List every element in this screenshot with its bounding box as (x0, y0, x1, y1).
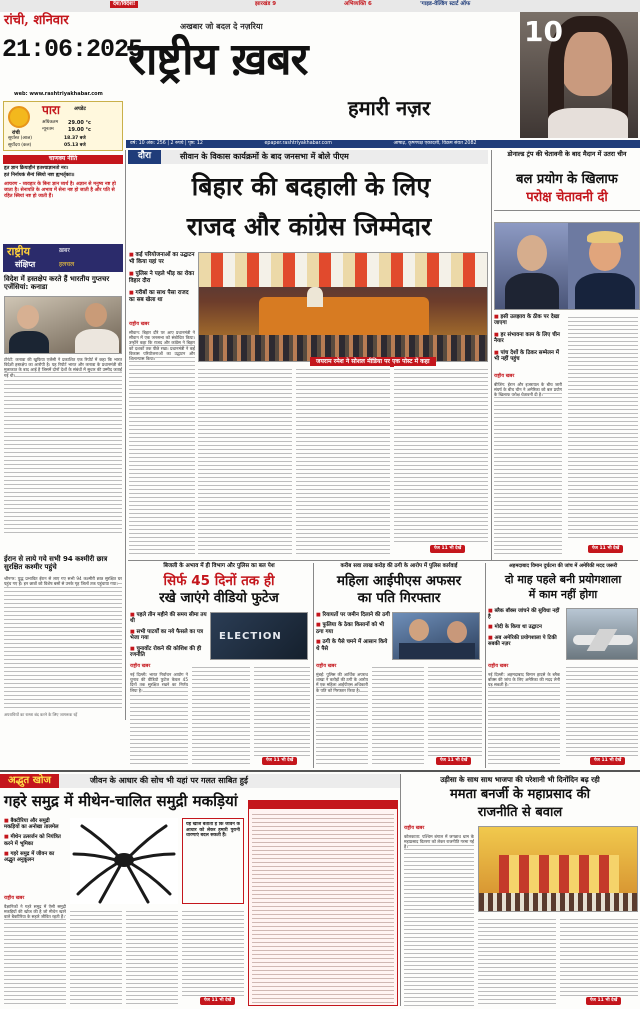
story-divider-a (313, 563, 314, 768)
speaker-figure (307, 287, 323, 307)
person-face-2 (85, 303, 107, 327)
story3-text-col-2 (372, 664, 424, 764)
adbhut-more-link[interactable]: पेज 11 भी देखें (200, 997, 235, 1005)
min-label: न्यूनतम (42, 127, 54, 132)
story3-text-content: मुंबई: पुलिस की आर्थिक अपराध शाखा ने करोड़ों की ठगी के आरोप में एक महिला आईपीएस अधिकारी के पति को गिरफ्तार किया है। (316, 672, 368, 693)
right-more-link[interactable]: पेज 11 भी देखें (588, 545, 623, 553)
weather-label: पारा (42, 103, 60, 117)
mamata-text-col-1 (404, 834, 474, 1006)
weather-city: रांची (12, 130, 20, 136)
issue-date: 21:06:2025 (2, 35, 143, 64)
story4-more-link[interactable]: पेज 11 भी देखें (590, 757, 625, 765)
lead-text-col-4 (394, 366, 488, 542)
ad-strip-item-1: देश/विदेश! (110, 1, 138, 8)
story3-bullet-2: ■ फुलिया के ठेका किसानों को भी ठगा गया (316, 622, 390, 635)
adbhut-bullet-1: ■ बैक्टीरिया और समुद्री मकड़ियों का अनोखा तालमेल (4, 818, 66, 830)
story3-bullets (316, 612, 390, 652)
lead-text-col-1 (129, 330, 195, 554)
adbhut-sidebar (248, 800, 398, 1006)
adbhut-reporter: राष्ट्रीय खबर (4, 896, 25, 901)
procession-chariots (499, 855, 619, 895)
adbhut-headline: गहरे समुद्र में मीथेन-चालित समुद्री मकड़ियां (4, 792, 238, 810)
story2-headline-1: सिर्फ 45 दिनों तक ही (163, 573, 275, 589)
lead-bullet-2: ■ पुलिस ने पहले भीड़ का रोका विहार दौरा (129, 271, 195, 284)
tagline: अखबार जो बदल दे नज़रिया (180, 22, 263, 31)
adbhut-strip (0, 774, 400, 788)
story2-bullet-3: ■ चुनावोंट रोकने की कोशिश की ही रणनीति (130, 646, 208, 659)
weather-update: अपडेट (74, 106, 86, 112)
election-photo-label: ELECTION (219, 631, 282, 642)
max-label: अधिकतम (42, 120, 59, 125)
ad-strip-item-2: झारखंड 9 (255, 1, 277, 7)
weather-box (3, 101, 123, 151)
brief2-text-content: श्रीनगर: युद्ध प्रभावित ईरान से लाए गए सभी 94 कश्मीरी छात्र सुरक्षित घर पहुंच गए हैं। इन छात्रों को विशेष बसों से उनके गृह जिलों तक पहुंचाया गया। (4, 576, 122, 587)
thought-box (4, 166, 122, 200)
brief2-headline: ईरान से लाये गये सभी 94 कश्मीरी छात्र सुरक्षित कश्मीर पहुंचे (4, 555, 108, 571)
story2-headline-2: रखे जाएंगे वीडियो फुटेज (159, 590, 279, 606)
story2-bullets (130, 612, 208, 658)
right-headline-1: बल प्रयोग के खिलाफ (516, 172, 618, 187)
story4-kicker: अहमदाबाद विमान दुर्घटना की जांच में अमेरिकी मदद जरूरी (508, 563, 618, 569)
adbhut-text-col-3 (126, 908, 178, 1004)
brief1-headline: विदेश में हस्तक्षेप करते हैं भारतीय गुप्तचर एजेंसियां: कनाडा (4, 275, 110, 291)
ad-note: अपराधियों का रास्ता बंद करने के लिए जागरूक रहें (4, 712, 78, 717)
adbhut-sidebar-lines (252, 811, 394, 1003)
adbhut-tag: अद्भुत खोज (0, 774, 59, 788)
newspaper-title: राष्ट्रीय ख़बर (128, 34, 308, 85)
story4-reporter: राष्ट्रीय खबर (488, 664, 509, 669)
thought-title: चाणक्य नीति (3, 155, 123, 164)
lead-photo (198, 252, 488, 362)
face-xi (517, 235, 547, 271)
story2-bullet-1: ■ पहले तीन महीने की समय सीमा तय थी (130, 612, 208, 625)
max-temp: 29.00 °c (68, 120, 92, 126)
mamata-reporter: राष्ट्रीय खबर (404, 826, 425, 831)
lead-headline-1: बिहार की बदहाली के लिए (191, 172, 431, 201)
story3-bullet-1: ■ रियायतों पर जमीन दिलाने की ठगी (316, 612, 390, 618)
row-divider (128, 560, 638, 561)
right-photo (494, 222, 640, 310)
story2-more-link[interactable]: पेज 11 भी देखें (262, 757, 297, 765)
bottom-column-divider (400, 774, 401, 1006)
person-face-1 (17, 305, 39, 329)
sunrise-label: सूर्योदय (कल) (8, 143, 32, 148)
right-bullets (494, 314, 562, 362)
suit-2 (75, 329, 119, 354)
story2-text-col-2 (192, 664, 250, 764)
rashtriya-header (3, 244, 123, 272)
stage-banner (199, 253, 488, 287)
thought-meaning: आचरण - व्यवहार के बिना ज्ञान व्यर्थ है। अज्ञान से मनुष्य नष्ट हो जाता है। सेनापति के अभाव में सेना नष्ट हो जाती है और पति से रहित स्त्रियां नष्ट हो जाती हैं। (4, 181, 116, 199)
right-headline-2: परोक्ष चेतावनी दी (494, 190, 640, 211)
story4-bullet-1: ■ ब्लैक बॉक्स जांचने की सुविधा नहीं है (488, 608, 562, 620)
lead-caption: जयराम रमेश ने सोशल मीडिया पर एक पोस्ट में कहा (310, 357, 436, 367)
face-3b (447, 621, 467, 643)
top-ad-strip (0, 0, 640, 12)
min-temp: 19.00 °c (68, 127, 92, 133)
brief2-text (4, 576, 122, 710)
story4-photo (566, 608, 638, 660)
lead-text-content: सीवान: बिहार दौरे पर आए प्रधानमंत्री ने सीवान में एक जनसभा को संबोधित किया। उन्होंने कहा कि राजद और कांग्रेस ने बिहार को दशकों तक पीछे रखा। प्रधानमंत्री ने कई विकास परियोजनाओं का उद्घाटन और शिलान्यास किया। (129, 330, 195, 362)
adbhut-text-content: वैज्ञानिकों ने गहरे समुद्र में ऐसी समुद्री मकड़ियों की खोज की है जो मीथेन खाने वाले बैक्टीरिया के सहारे जीवित रहती हैं। (4, 904, 66, 920)
procession-crowd (479, 893, 638, 912)
right-text-col-1 (494, 382, 562, 554)
story3-reporter: राष्ट्रीय खबर (316, 664, 337, 669)
rashtriya-label: राष्ट्रीय (7, 245, 31, 258)
right-text-col-2 (568, 314, 638, 540)
lead-more-link[interactable]: पेज 11 भी देखें (430, 545, 465, 553)
lead-reporter: राष्ट्रीय खबर (129, 322, 150, 327)
city-day: रांची, शनिवार (4, 13, 69, 28)
right-text-content: बीजिंग: ईरान और इजरायल के बीच जारी संघर्ष के बीच चीन ने अमेरिका को बल प्रयोग के खिलाफ परोक्ष चेतावनी दी है। (494, 382, 562, 398)
sunset-time: 18.37 बजे (64, 136, 86, 141)
right-strip: डोनाल्ड ट्रंप की चेतावनी के बाद मैदान में उतरा चीन (507, 150, 627, 158)
right-bullet-1: ■ इसी उलझाव के ठीक पर देखा जाएगा (494, 314, 562, 327)
rashtriya-sub-2: हलचल (59, 261, 75, 268)
lead-bullets (129, 252, 195, 303)
lead-strip (128, 150, 488, 164)
adbhut-strip-text: जीवन के आधार की सोच भी यहां पर गलत साबित हुई (90, 776, 248, 785)
rashtriya-label-2: ख़बर (59, 247, 70, 254)
right-reporter: राष्ट्रीय खबर (494, 374, 515, 379)
thought-line-2: हतं निर्नायकं सैन्यं स्त्रियो नष्टा ह्यभर्तृकाः॥ (4, 172, 75, 178)
newspaper-subtitle: हमारी नज़र (348, 96, 431, 120)
mamata-headline-1: ममता बनर्जी के महाप्रसाद की (450, 787, 590, 802)
sunrise-time: 05.13 बजे (64, 143, 86, 148)
adbhut-text-col-1 (4, 904, 66, 1004)
story3-bullet-3: ■ ठगी के पैसे चमने में आसान किये थे पैसे (316, 639, 390, 652)
adbhut-box (182, 818, 244, 904)
info-bar (126, 140, 640, 148)
story4-text-col-1 (488, 672, 560, 764)
story4-bullet-2: ■ मोदी के किया था उद्घाटन (488, 624, 562, 630)
adbhut-bullets (4, 818, 66, 863)
story3-kicker: करीब सवा लाख करोड़ की ठगी के आरोप में पुलिस कार्रवाई (340, 563, 458, 569)
right-bullet-2: ■ हर संभावना काम के लिए चीन नैयार (494, 332, 562, 345)
story4-text-content: नई दिल्ली: अहमदाबाद विमान हादसे के ब्लैक बॉक्स की जांच के लिए अमेरिका की मदद लेनी पड़ सकती है। (488, 672, 560, 688)
story2-bullet-2: ■ सभी पाटर्यों का नये फैसले का पत्र भेजा गया (130, 629, 208, 642)
brief1-text (4, 357, 122, 535)
adbhut-box-text: यह खोज बताती है कि जीवन के आधार को लेकर हमारी पुरानी धारणाएं बदल सकती हैं। (186, 822, 240, 839)
adbhut-text-col-2 (70, 908, 122, 1004)
story2-reporter: राष्ट्रीय खबर (130, 664, 151, 669)
issue-volume: वर्ष: 10 अंक: 256 | 2 रुपये | पृष्ठ: 12 (130, 141, 203, 146)
story4-headline-1: दो माह पहले बनी प्रयोगशाला (504, 573, 622, 586)
story2-text-col-3 (254, 664, 310, 756)
story3-text-col-1 (316, 672, 368, 764)
mamata-strip: उड़ीसा के साथ साथ भाजपा की परेशानी भी दिनोंदिन बढ़ रही (440, 775, 600, 784)
adbhut-bullet-2: ■ मीथेन उत्सर्जन को नियंत्रित करने में भूमिका (4, 834, 66, 846)
story3-headline-2: का पति गिरफ्तार (357, 590, 441, 606)
suit-trump (575, 273, 635, 310)
rashtriya-sub: संक्षिप्त (15, 260, 36, 269)
story2-text-content: नई दिल्ली: भारत निर्वाचन आयोग ने चुनाव की वीडियो फुटेज केवल 45 दिनों तक सुरक्षित रखने का निर्णय लिया है। (130, 672, 188, 693)
mamata-more-link[interactable]: पेज 11 भी देखें (586, 997, 621, 1005)
story3-headline-1: महिला आईपीएस अफसर (336, 573, 462, 589)
lead-text-col-3 (296, 366, 390, 554)
page-number: 10 (524, 15, 563, 48)
suit-xi (505, 273, 559, 310)
suit-1 (9, 331, 49, 354)
mamata-text-col-3 (560, 916, 638, 996)
column-divider (125, 150, 126, 720)
adbhut-sidebar-header (249, 801, 397, 809)
mamata-text-content: कोलकाता: पश्चिम बंगाल में जगन्नाथ धाम के महाप्रसाद वितरण को लेकर राजनीति गरमा गई है। (404, 834, 474, 850)
shoulder-shape (548, 108, 628, 138)
ad-strip-item-4: 'गाइड-वेल्डिंग स्टार्ट ऑफ (420, 1, 471, 7)
lead-text-col-2 (198, 366, 292, 554)
story4-text-col-2 (566, 664, 638, 756)
bottom-divider (0, 770, 640, 772)
brief1-text-content: टोरंटो: कनाडा की खुफिया एजेंसी ने प्रकाशित एक रिपोर्ट में कहा कि भारत विदेशी हस्तक्षेप का आरोपी है। यह रिपोर्ट भारत और कनाडा के प्रधानमंत्री की मुलाकात के बाद आई है जिसमें दोनों देशों के संबंधों में सुधार की उम्मीद जताई गई थी। (4, 357, 122, 378)
story-divider-b (485, 563, 486, 768)
lead-headline-2: राजद और कांग्रेस जिम्मेदार (186, 212, 432, 241)
story2-kicker: बिजली के अभाव में ही विभाग और पुलिस का बल पेश (163, 563, 275, 569)
lead-bullet-1: ■ कई परियोजनाओं का उद्घाटन भी किया यहां पर (129, 252, 195, 265)
hindu-calendar: आषाढ़, कृष्णपक्ष एकादशी, विक्रम संवत 2082 (393, 141, 477, 146)
brief1-photo (4, 296, 122, 354)
story2-text-col-1 (130, 672, 188, 764)
lead-strip-tag: दौरा (128, 150, 161, 164)
story4-headline-2: में काम नहीं होगा (528, 588, 598, 601)
election-photo (210, 612, 308, 660)
story3-text-col-3 (428, 664, 482, 756)
face-3a (409, 619, 429, 641)
website: web: www.rashtriyakhabar.com (14, 91, 103, 97)
sunset-label: सूर्यास्त (आज) (8, 136, 33, 141)
adbhut-text-col-4 (182, 908, 244, 996)
sun-icon (8, 106, 30, 128)
ad-strip-item-3: अभिव्यक्ति 6 (344, 1, 372, 7)
story4-bullets (488, 608, 562, 647)
right-bullet-3: ■ पांच देशों के ठिकर सम्मेलन में भी नहीं पहुंच (494, 350, 562, 363)
story4-bullet-3: ■ अब अमेरिकी प्रयोगशाला पे टिकी सबकी नज़र (488, 635, 562, 647)
shoulders-3 (399, 643, 475, 660)
thought-line-1: हृत ज्ञान क्रियाहीनं हतश्चाज्ञानतो नरः। (4, 166, 69, 171)
mamata-headline-2: राजनीति से बवाल (477, 805, 563, 820)
story3-more-link[interactable]: पेज 11 भी देखें (436, 757, 471, 765)
lead-bullet-3: ■ गरीबों का साथ पैसा राजद का सब खेला था (129, 290, 195, 303)
column-divider-2 (491, 150, 492, 560)
mamata-text-col-2 (478, 916, 556, 1006)
sea-spider-illustration (70, 818, 178, 904)
hair-trump (587, 231, 623, 243)
epaper-link[interactable]: epaper.rashtriyakhabar.com (264, 141, 332, 146)
story3-photo (392, 612, 480, 660)
adbhut-bullet-3: ■ गहरे समुद्र में जीवन का अद्भुत अनुकूलन (4, 851, 66, 863)
sea-spider-image (70, 818, 178, 904)
lead-strip-text: सीवान के विकास कार्यक्रमों के बाद जनसभा में बोले पीएम (180, 152, 349, 161)
mamata-photo (478, 826, 638, 912)
